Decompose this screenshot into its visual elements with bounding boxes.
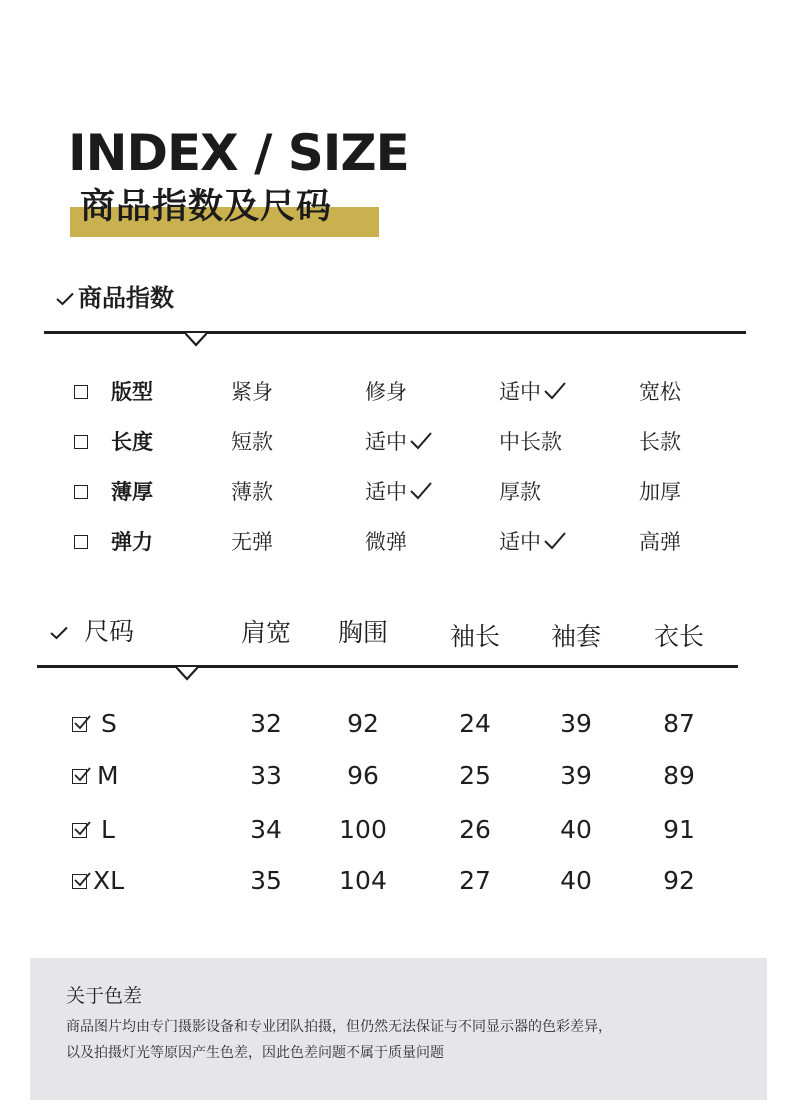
size-value: 26 (459, 815, 491, 844)
selected-check-icon (543, 531, 567, 551)
row-checkbox[interactable] (74, 535, 88, 549)
index-option: 加厚 (639, 480, 681, 504)
note-title: 关于色差 (66, 985, 143, 1007)
index-option: 无弹 (231, 530, 273, 554)
size-value: 25 (459, 761, 491, 790)
index-option: 薄款 (231, 480, 273, 504)
index-option: 适中 (499, 527, 567, 557)
index-option: 高弹 (639, 530, 681, 554)
check-icon (50, 618, 72, 648)
index-option: 中长款 (499, 430, 562, 454)
size-label: XL (93, 866, 125, 895)
index-option: 适中 (499, 377, 567, 407)
size-value: 34 (250, 815, 282, 844)
index-option: 紧身 (231, 380, 273, 404)
size-value: 89 (663, 761, 695, 790)
size-column-header: 肩宽 (240, 618, 291, 647)
size-value: 27 (459, 866, 491, 895)
size-value: 33 (250, 761, 282, 790)
size-divider-notch (176, 667, 198, 681)
size-value: 24 (459, 709, 491, 738)
checkbox-check-icon (73, 872, 91, 888)
size-label: S (101, 709, 117, 738)
index-option: 修身 (365, 380, 407, 404)
title-cn: 商品指数及尺码 (80, 187, 333, 227)
note-line-1: 商品图片均由专门摄影设备和专业团队拍摄，但仍然无法保证与不同显示器的色彩差异， (66, 1019, 612, 1035)
size-checkbox[interactable] (72, 717, 87, 732)
checkbox-check-icon (73, 821, 91, 837)
size-value: 35 (250, 866, 282, 895)
index-divider (44, 331, 746, 334)
size-value: 40 (560, 815, 592, 844)
index-option: 微弹 (365, 530, 407, 554)
title-en: INDEX / SIZE (68, 124, 409, 182)
size-value: 40 (560, 866, 592, 895)
size-column-header: 袖套 (550, 622, 601, 651)
index-option: 长款 (639, 430, 681, 454)
index-option: 短款 (231, 430, 273, 454)
selected-check-icon (543, 381, 567, 401)
index-row (0, 377, 790, 407)
size-value: 92 (347, 709, 379, 738)
checkbox-check-icon (73, 767, 91, 783)
size-checkbox[interactable] (72, 769, 87, 784)
size-column-header: 胸围 (337, 618, 388, 647)
size-divider (37, 665, 738, 668)
index-row-label: 长度 (111, 430, 153, 454)
index-row (0, 427, 790, 457)
index-row (0, 527, 790, 557)
index-option: 宽松 (639, 380, 681, 404)
selected-check-icon (409, 481, 433, 501)
size-value: 91 (663, 815, 695, 844)
row-checkbox[interactable] (74, 435, 88, 449)
size-heading-label: 尺码 (84, 617, 135, 646)
size-label: L (101, 815, 115, 844)
row-checkbox[interactable] (74, 385, 88, 399)
note-line-2: 以及拍摄灯光等原因产生色差，因此色差问题不属于质量问题 (66, 1045, 444, 1061)
index-heading-label: 商品指数 (78, 284, 174, 312)
size-label: M (97, 761, 119, 790)
size-value: 39 (560, 709, 592, 738)
index-row (0, 477, 790, 507)
index-option: 适中 (365, 427, 433, 457)
size-section-heading (50, 617, 134, 648)
size-checkbox[interactable] (72, 823, 87, 838)
size-column-header: 袖长 (449, 622, 500, 651)
index-option: 适中 (365, 477, 433, 507)
index-row-label: 版型 (111, 380, 153, 404)
check-icon (56, 284, 78, 314)
size-value: 32 (250, 709, 282, 738)
size-value: 92 (663, 866, 695, 895)
index-row-label: 弹力 (111, 530, 153, 554)
checkbox-check-icon (73, 715, 91, 731)
row-checkbox[interactable] (74, 485, 88, 499)
size-column-header: 衣长 (653, 622, 704, 651)
size-checkbox[interactable] (72, 874, 87, 889)
index-section-heading (56, 283, 174, 314)
size-value: 87 (663, 709, 695, 738)
size-value: 100 (339, 815, 387, 844)
size-value: 96 (347, 761, 379, 790)
size-value: 39 (560, 761, 592, 790)
index-row-label: 薄厚 (111, 480, 153, 504)
index-divider-notch (185, 333, 207, 347)
selected-check-icon (409, 431, 433, 451)
index-option: 厚款 (499, 480, 541, 504)
size-value: 104 (339, 866, 387, 895)
